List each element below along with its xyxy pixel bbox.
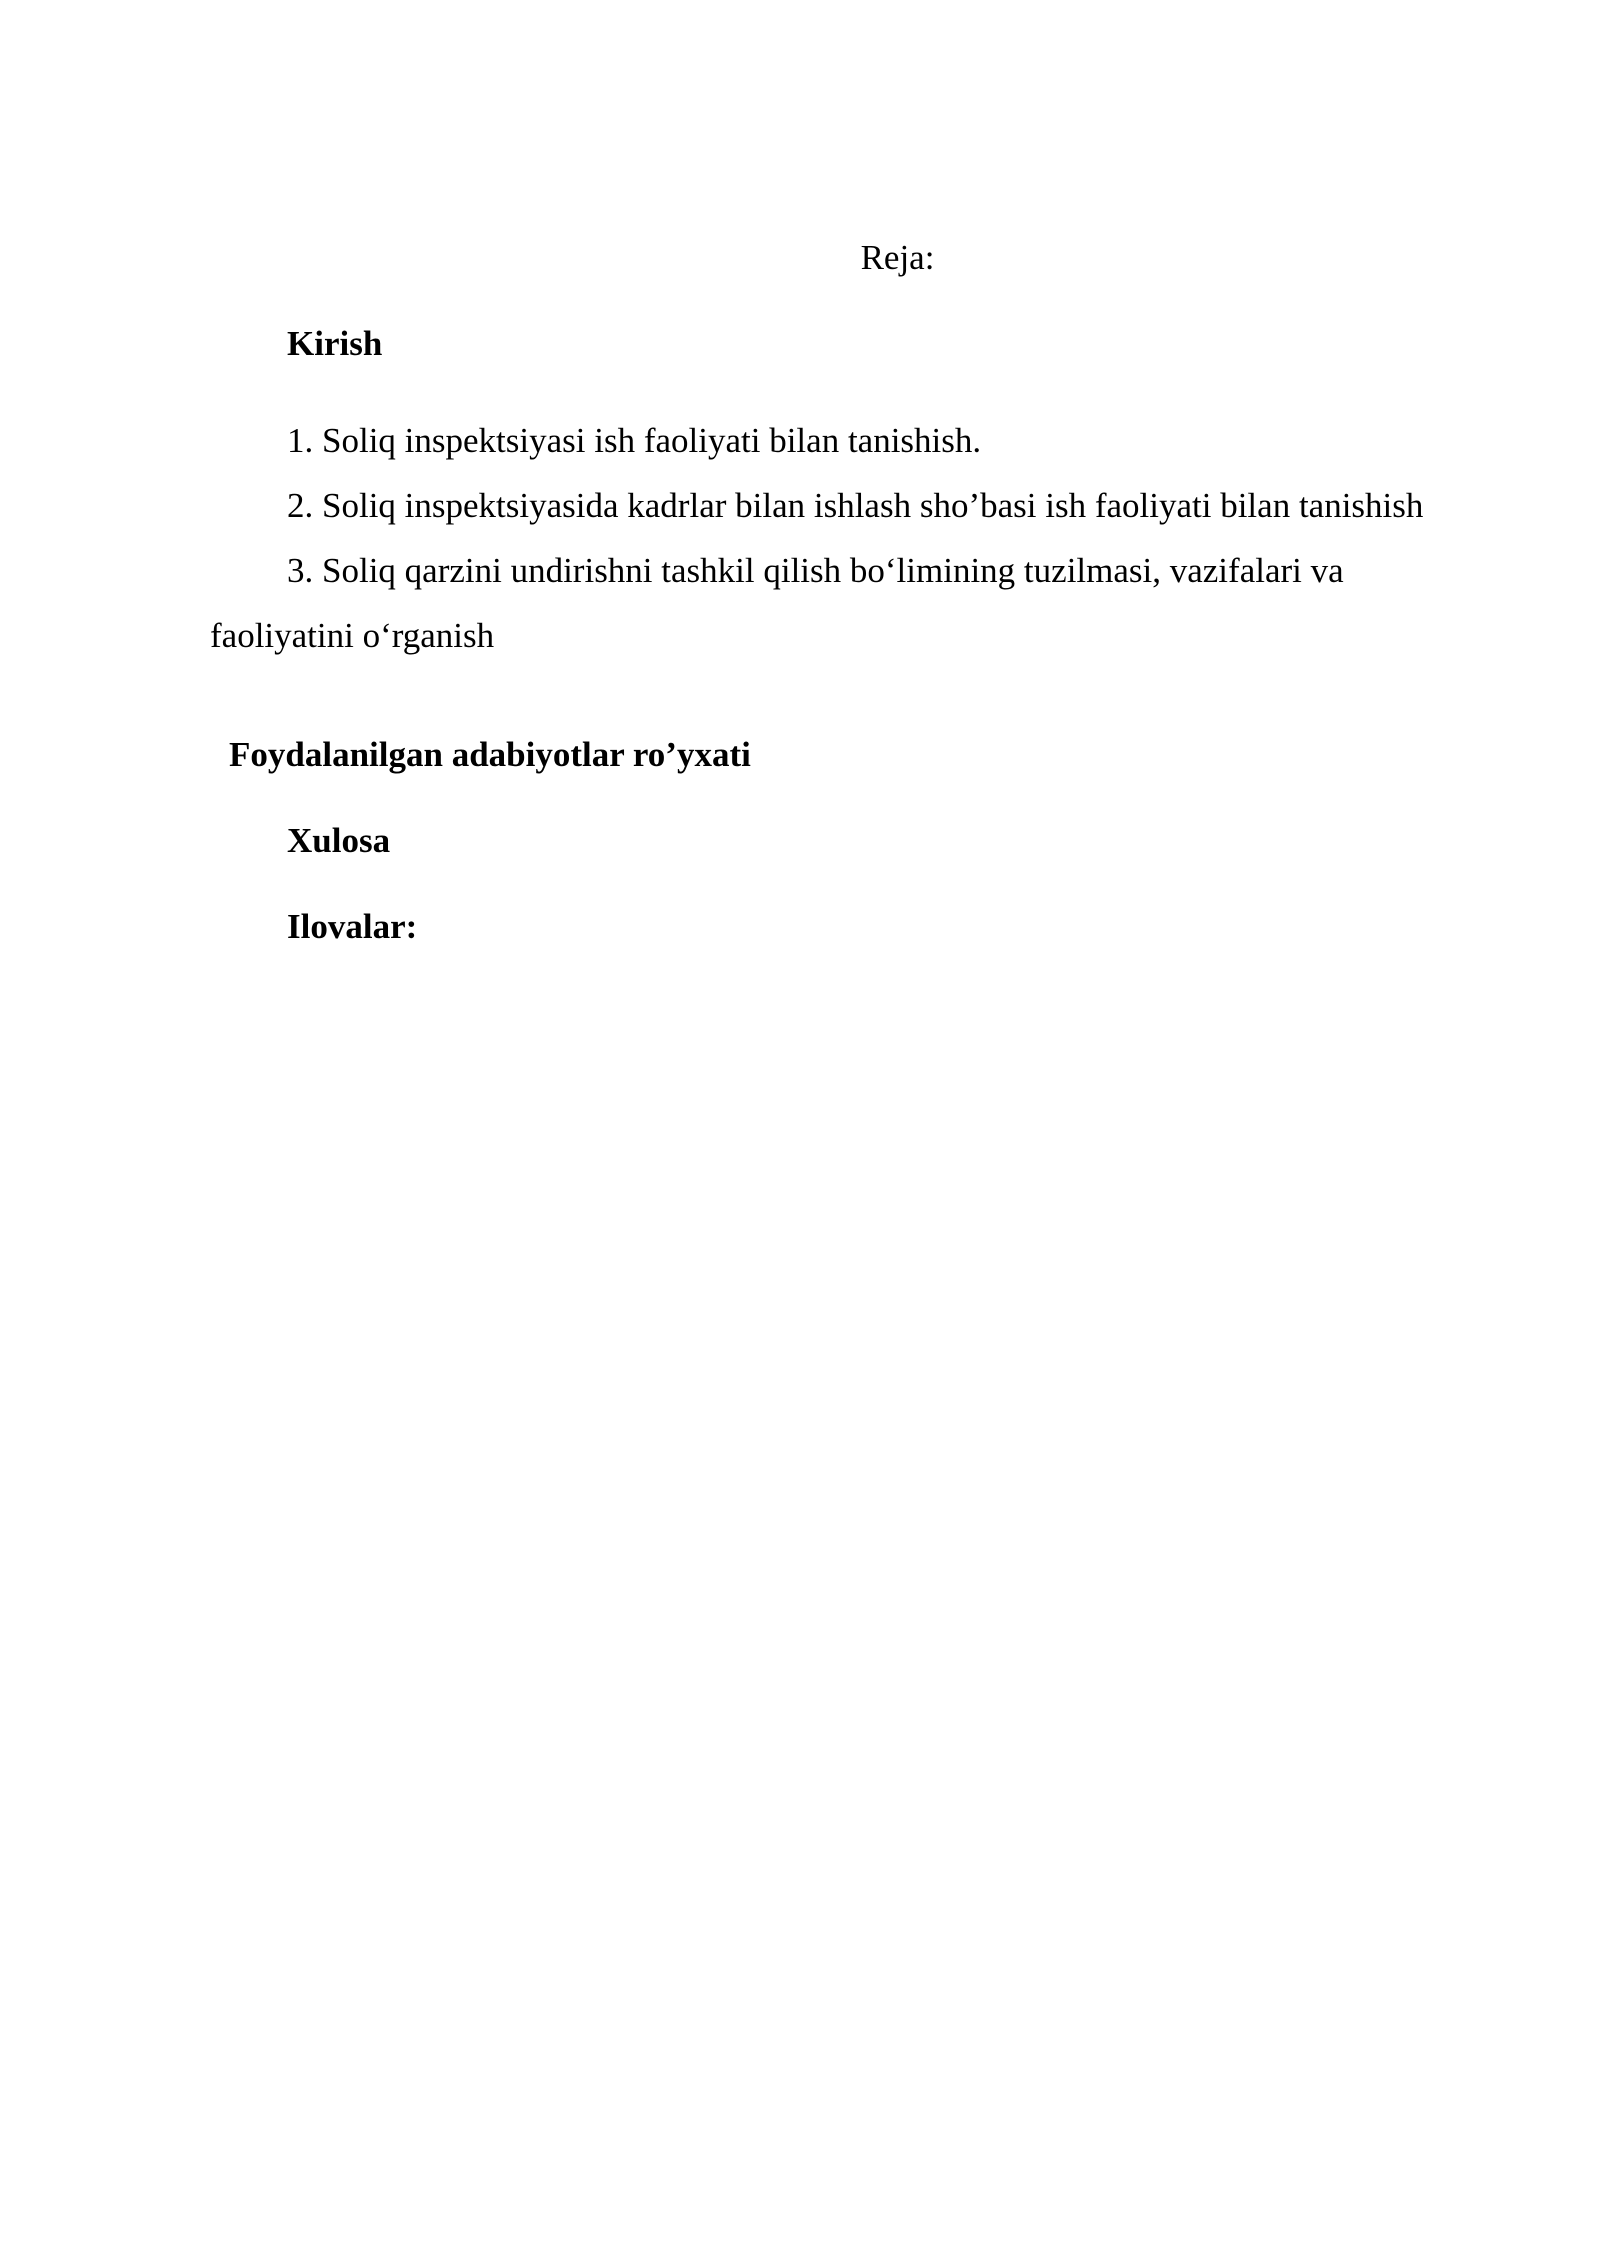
plan-content xyxy=(210,236,1435,949)
intro-heading: Kirish xyxy=(287,324,383,363)
plan-item-1: 1. Soliq inspektsiyasi ish faoliyati bilan tanishish. xyxy=(287,421,982,460)
conclusion-heading: Xulosa xyxy=(287,821,391,860)
references-heading: Foydalanilgan adabiyotlar ro’yxati xyxy=(229,735,751,774)
plan-title: Reja: xyxy=(860,238,935,277)
appendix-heading: Ilovalar: xyxy=(287,907,418,946)
plan-item-3: 3. Soliq qarzini undirishni tashkil qilish bo‘limining tuzilmasi, vazifalari va faoliyatini o‘rganish xyxy=(210,551,1344,655)
plan-item-2: 2. Soliq inspektsiyasida kadrlar bilan ishlash sho’basi ish faoliyati bilan tanishish xyxy=(287,486,1424,525)
plan-list xyxy=(210,408,1435,668)
